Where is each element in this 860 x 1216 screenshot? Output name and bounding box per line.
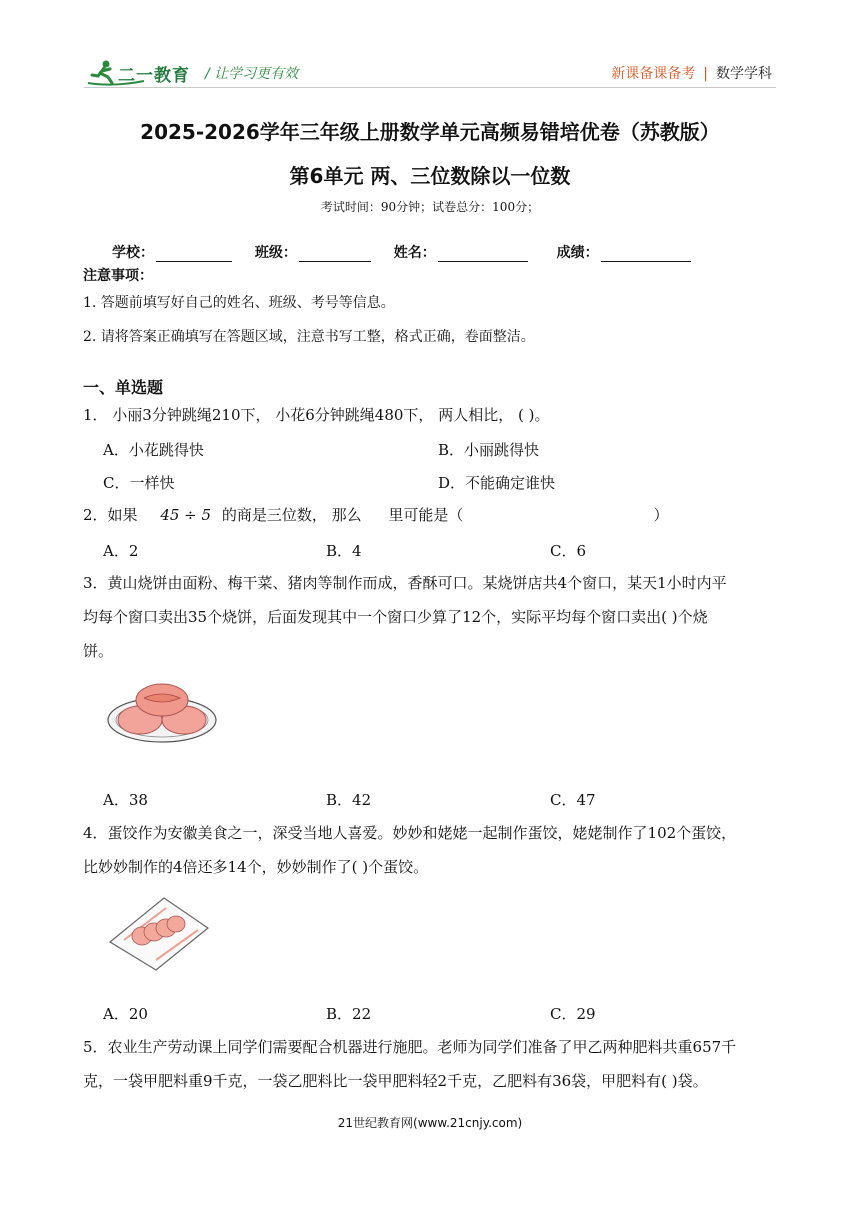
q1-option-c[interactable]: C．一样快: [103, 474, 175, 492]
header-course-label: 新课备课备考: [611, 66, 696, 82]
question-4-line: 4．蛋饺作为安徽美食之一，深受当地人喜爱。妙妙和姥姥一起制作蛋饺，姥姥制作了102个蛋饺，: [83, 824, 737, 842]
section-heading: 一、单选题: [83, 378, 164, 397]
name-field[interactable]: [394, 242, 528, 262]
header-right: [611, 63, 772, 83]
sesame-cake-image: [104, 676, 220, 746]
question-3-line: 均每个窗口卖出35个烧饼，后面发现其中一个窗口少算了12个，实际平均每个窗口卖出( )个烧: [83, 608, 708, 626]
class-field[interactable]: [255, 242, 371, 262]
class-blank[interactable]: [299, 247, 371, 262]
q2-option-c[interactable]: C．6: [550, 542, 587, 560]
page-title: 2025-2026学年三年级上册数学单元高频易错培优卷（苏教版）: [140, 120, 720, 144]
school-field[interactable]: [112, 242, 232, 262]
name-label: 姓名：: [393, 245, 436, 261]
class-label: 班级：: [254, 245, 297, 261]
q1-option-a[interactable]: A．小花跳得快: [103, 441, 204, 459]
q3-option-b[interactable]: B．42: [326, 791, 372, 809]
header-subject-label: 数学学科: [716, 66, 772, 82]
q2-suffix2: 里可能是（: [388, 506, 464, 524]
school-blank[interactable]: [156, 247, 232, 262]
q4-option-c[interactable]: C．29: [550, 1005, 596, 1023]
score-field[interactable]: [557, 242, 691, 262]
q2-option-b[interactable]: B．4: [326, 542, 362, 560]
q2-suffix: 的商是三位数， 那么: [221, 506, 362, 524]
name-blank[interactable]: [438, 247, 528, 262]
q2-option-a[interactable]: A．2: [103, 542, 139, 560]
score-label: 成绩：: [556, 245, 599, 261]
question-5-line: 5．农业生产劳动课上同学们需要配合机器进行施肥。老师为同学们准备了甲乙两种肥料共重657千: [83, 1038, 737, 1056]
note-item: 2. 请将答案正确填写在答题区域，注意书写工整，格式正确，卷面整洁。: [83, 329, 535, 345]
question-4-line: 比妙妙制作的4倍还多14个，妙妙制作了( )个蛋饺。: [83, 858, 429, 876]
note-item: 1. 答题前填写好自己的姓名、班级、考号等信息。: [83, 295, 395, 311]
question-1-text: 1． 小丽3分钟跳绳210下， 小花6分钟跳绳480下， 两人相比， ( )。: [83, 406, 550, 424]
school-label: 学校：: [112, 245, 154, 261]
question-5-line: 克，一袋甲肥料重9千克，一袋乙肥料比一袋甲肥料轻2千克，乙肥料有36袋，甲肥料有( )袋。: [83, 1072, 708, 1090]
score-blank[interactable]: [601, 247, 691, 262]
header-slogan: / 让学习更有效: [205, 66, 299, 82]
header-separator: |: [703, 66, 708, 82]
question-3-line: 饼。: [83, 642, 114, 660]
notes-heading: 注意事项：: [83, 268, 153, 284]
q3-option-c[interactable]: C．47: [550, 791, 596, 809]
question-3-line: 3．黄山烧饼由面粉、梅干菜、猪肉等制作而成，香酥可口。某烧饼店共4个窗口，某天1小时内平: [83, 574, 727, 592]
q2-close: ）: [653, 506, 669, 524]
header-divider: [84, 87, 776, 88]
page-footer: 21世纪教育网(www.21cnjy.com): [337, 1116, 523, 1130]
q3-option-a[interactable]: A．38: [103, 791, 148, 809]
q2-prefix: 2．如果: [83, 506, 138, 524]
q1-option-b[interactable]: B．小丽跳得快: [438, 441, 540, 459]
logo-text: 二一教育: [118, 66, 190, 86]
q2-formula: 45 ÷ 5: [160, 506, 212, 524]
q4-option-a[interactable]: A．20: [103, 1005, 148, 1023]
unit-title: 第6单元 两、三位数除以一位数: [289, 164, 571, 188]
egg-dumpling-image: [106, 892, 210, 972]
q4-option-b[interactable]: B．22: [326, 1005, 372, 1023]
student-info-fields: [112, 242, 709, 262]
exam-info: 考试时间：90分钟；试卷总分：100分；: [320, 200, 540, 214]
q1-option-d[interactable]: D．不能确定谁快: [438, 474, 556, 492]
question-2-text: [83, 498, 783, 532]
